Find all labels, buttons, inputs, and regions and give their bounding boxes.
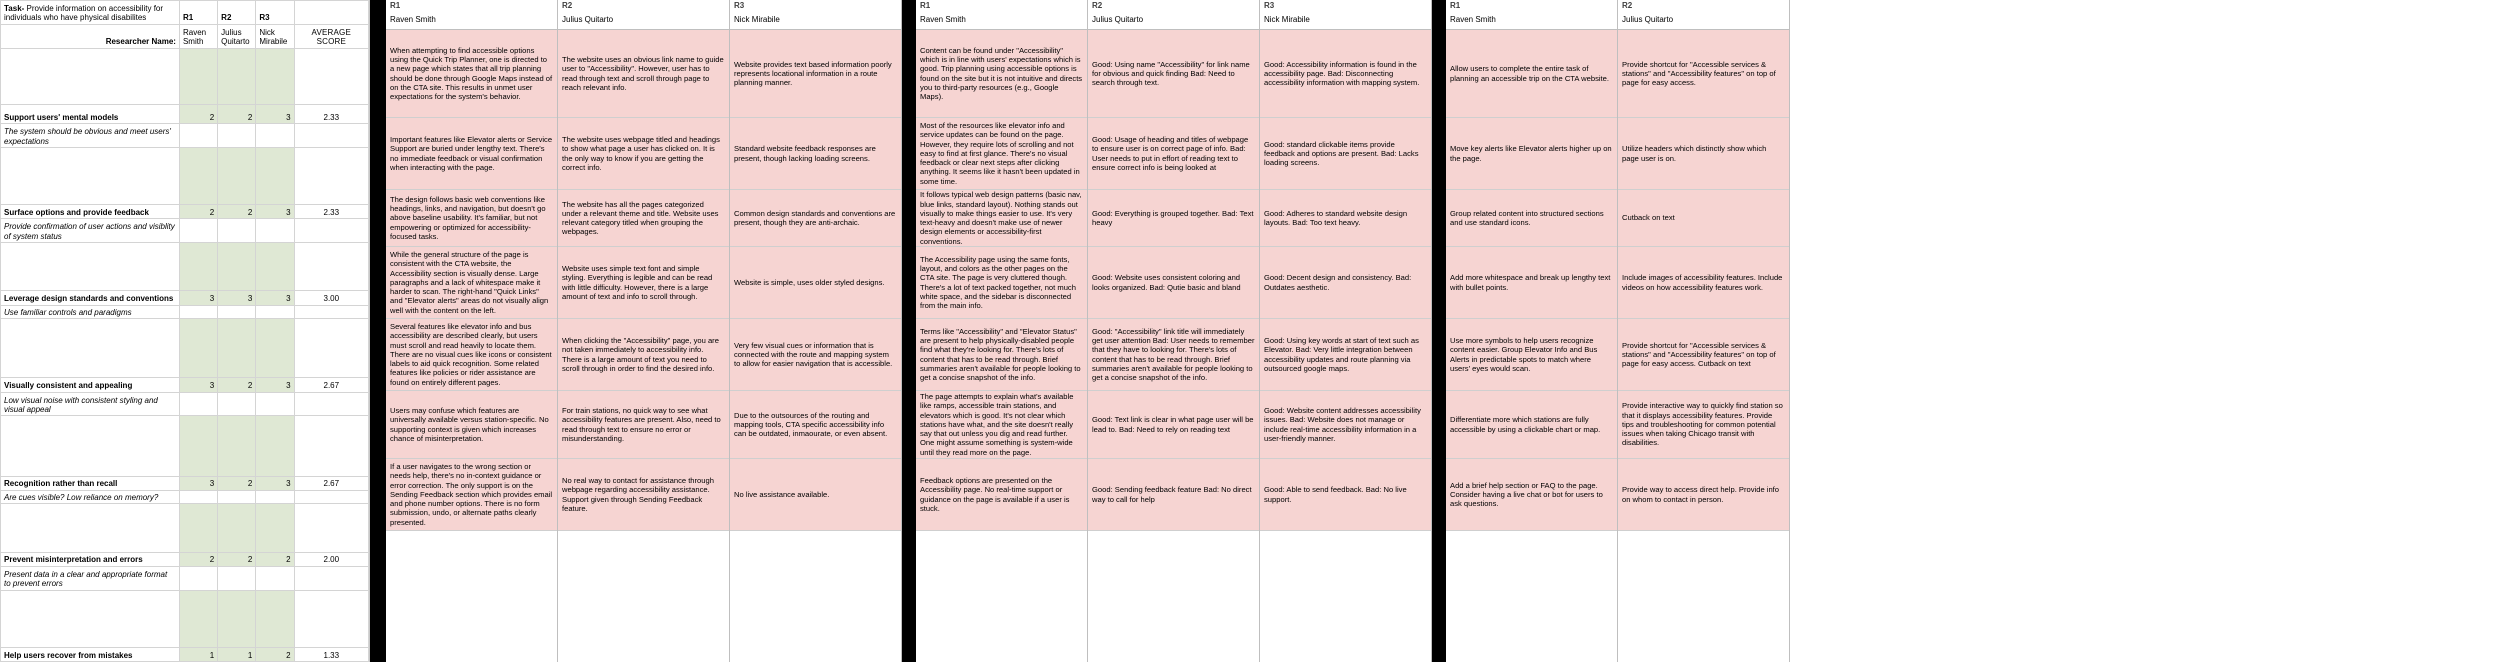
note-cell[interactable]: When attempting to find accessible options using the Quick Trip Planner, one is directed to a new page which states that all trip planning should be done through Google Maps instead of on the CTA site. This results in unmet user expectations for the system's behavior. xyxy=(386,30,557,118)
note-cell[interactable]: The website uses webpage titled and headings to show what page a user has clicked on. It is the only way to know if you are getting the correct info. xyxy=(558,118,729,190)
desc-r2 xyxy=(218,124,256,148)
note-cell[interactable]: Provide interactive way to quickly find station so that it displays accessibility features. Provide tips and troubleshooting for common potential issues when taking Chicago transit with disabilities. xyxy=(1618,391,1789,459)
heuristic-score-row xyxy=(1,291,369,305)
desc-r3 xyxy=(256,124,294,148)
notes-column xyxy=(1260,0,1432,662)
desc-avg xyxy=(294,392,368,416)
score-r2[interactable]: 2 xyxy=(218,205,256,219)
notes-column xyxy=(386,0,558,662)
spacer-label xyxy=(1,416,180,476)
heuristic-description: Provide confirmation of user actions and visiblity of system status xyxy=(1,219,180,243)
heuristic-description: The system should be obvious and meet users' expectations xyxy=(1,124,180,148)
notes-column-rcode: R3 xyxy=(1260,0,1431,14)
spacer-r2 xyxy=(218,590,256,647)
note-cell[interactable]: Website provides text based information poorly represents locational information in a route planning manner. xyxy=(730,30,901,118)
note-cell[interactable]: Good: standard clickable items provide feedback and options are present. Bad: Lacks loading screens. xyxy=(1260,118,1431,190)
notes-group-divider xyxy=(1432,0,1446,662)
note-cell[interactable]: Good: Using key words at start of text such as Elevator. Bad: Very little integration between accessibility updates and route planning via outsourced google maps. xyxy=(1260,319,1431,391)
note-cell[interactable]: Good: Using name "Accessibility" for link name for obvious and quick finding Bad: Need to search through text. xyxy=(1088,30,1259,118)
spacer-r3 xyxy=(256,416,294,476)
heuristic-spacer-row xyxy=(1,243,369,291)
desc-r1 xyxy=(179,490,217,504)
desc-r1 xyxy=(179,219,217,243)
spacer-label xyxy=(1,148,180,205)
notes-column-rcode: R2 xyxy=(1088,0,1259,14)
score-r2[interactable]: 3 xyxy=(218,291,256,305)
heuristic-score-row xyxy=(1,476,369,490)
notes-column xyxy=(730,0,902,662)
heuristic-score-row xyxy=(1,378,369,392)
task-text: Provide information on accessibility for individuals who have physical disabilites xyxy=(4,4,164,23)
score-r3[interactable]: 3 xyxy=(256,291,294,305)
score-r3[interactable]: 3 xyxy=(256,378,294,392)
heuristic-description: Present data in a clear and appropriate format to prevent errors xyxy=(1,566,180,590)
notes-column-researcher: Julius Quitarto xyxy=(1088,14,1259,30)
note-cell[interactable]: Users may confuse which features are universally available versus station-specific. No supporting context is given which increases chance of misinterpretation. xyxy=(386,391,557,459)
average-score: 2.00 xyxy=(294,552,368,566)
researcher-name-row xyxy=(1,24,369,48)
note-cell[interactable]: Website is simple, uses older styled designs. xyxy=(730,247,901,319)
average-score: 2.33 xyxy=(294,205,368,219)
note-cell[interactable]: Due to the outsources of the routing and mapping tools, CTA specific accessibility info can be outdated, inmaourate, or even absent. xyxy=(730,391,901,459)
notes-column-researcher: Julius Quitarto xyxy=(558,14,729,30)
spacer-avg xyxy=(294,590,368,647)
spacer-avg xyxy=(294,319,368,378)
score-r1[interactable]: 2 xyxy=(179,552,217,566)
score-r3[interactable]: 2 xyxy=(256,552,294,566)
heuristic-spacer-row xyxy=(1,48,369,104)
note-cell[interactable]: Good: Website content addresses accessibility issues. Bad: Website does not manage or include real-time accessibility information in a user-friendly manner. xyxy=(1260,391,1431,459)
spacer-r1 xyxy=(179,319,217,378)
desc-r3 xyxy=(256,490,294,504)
desc-avg xyxy=(294,305,368,319)
researcher-1: Raven Smith xyxy=(179,24,217,48)
spacer-r3 xyxy=(256,148,294,205)
note-cell[interactable]: If a user navigates to the wrong section or needs help, there's no in-context guidance or error correction. The only support is on the Sending Feedback section which provides email and phone number options. There is no form submission, undo, or alternate paths clearly presented. xyxy=(386,459,557,531)
note-cell[interactable]: The Accessibility page using the same fonts, layout, and colors as the other pages on the CTA site. The page is very cluttered though. There's a lot of text packed together, not much white space, and the sidebar is disconnected from the main info. xyxy=(916,247,1087,319)
notes-column xyxy=(1618,0,1790,662)
note-cell[interactable]: Provide shortcut for "Accessible services & stations" and "Accessibility features" on top of page for easy access. xyxy=(1618,30,1789,118)
note-cell[interactable]: Most of the resources like elevator info and service updates can be found on the page. However, they require lots of scrolling and not easy to find at first glance. There's no visual feedback or clear next steps after clicking anything. It seems like it hasn't been updated in some time. xyxy=(916,118,1087,190)
note-cell[interactable]: Good: Everything is grouped together. Bad: Text heavy xyxy=(1088,190,1259,247)
heuristic-name: Surface options and provide feedback xyxy=(1,205,180,219)
notes-column-rcode: R2 xyxy=(1618,0,1789,14)
desc-avg xyxy=(294,566,368,590)
score-r1[interactable]: 1 xyxy=(179,647,217,661)
spacer-r1 xyxy=(179,590,217,647)
spacer-label xyxy=(1,590,180,647)
desc-avg xyxy=(294,490,368,504)
note-cell[interactable]: Website uses simple text font and simple styling. Everything is legible and can be read with little difficulty. However, there is a large amount of text and info to scroll through. xyxy=(558,247,729,319)
heuristic-name: Recognition rather than recall xyxy=(1,476,180,490)
spacer-label xyxy=(1,243,180,291)
note-cell[interactable]: Good: Text link is clear in what page user will be lead to. Bad: Need to rely on reading text xyxy=(1088,391,1259,459)
average-score: 2.33 xyxy=(294,104,368,124)
notes-column xyxy=(1446,0,1618,662)
average-score: 2.67 xyxy=(294,378,368,392)
desc-r3 xyxy=(256,392,294,416)
notes-column-researcher: Raven Smith xyxy=(386,14,557,30)
note-cell[interactable]: The website uses an obvious link name to guide user to "Accessibility". However, user has to read through text and scroll through page to reach relevant info. xyxy=(558,30,729,118)
note-cell[interactable]: Provide way to access direct help. Provide info on whom to contact in person. xyxy=(1618,459,1789,531)
spacer-r2 xyxy=(218,148,256,205)
score-r3[interactable]: 3 xyxy=(256,205,294,219)
note-cell[interactable]: Cutback on text xyxy=(1618,190,1789,247)
notes-column-researcher: Raven Smith xyxy=(916,14,1087,30)
spacer-r1 xyxy=(179,48,217,104)
note-cell[interactable]: The page attempts to explain what's available like ramps, accessible train stations, and elevators which is good. It's not clear which stations have what, and the site doesn't really say that out unless you dig and read further. One might assume something is system-wide until they read more on the page. xyxy=(916,391,1087,459)
task-header-row xyxy=(1,1,369,25)
score-r1[interactable]: 2 xyxy=(179,104,217,124)
desc-r2 xyxy=(218,392,256,416)
average-score-header: AVERAGE SCORE xyxy=(294,24,368,48)
heuristic-name: Support users' mental models xyxy=(1,104,180,124)
heuristic-spacer-row xyxy=(1,148,369,205)
note-cell[interactable]: While the general structure of the page is consistent with the CTA website, the Accessibility section is visually dense. Large paragraphs and a lack of whitespace make it harder to scan. The right-hand "Quick Links" and "Elevator alerts" areas do not visually align well with the content on the left. xyxy=(386,247,557,319)
task-title xyxy=(1,1,180,25)
note-cell[interactable]: Very few visual cues or information that is connected with the route and mapping system to allow for easier navigation that is accessible. xyxy=(730,319,901,391)
score-r1[interactable]: 3 xyxy=(179,476,217,490)
spacer-avg xyxy=(294,243,368,291)
note-cell[interactable]: Content can be found under "Accessibility" which is in line with users' expectations which is good. Trip planning using accessible options is found on the site but it is not intuitive and directs you to third-party resources (e.g., Google Maps). xyxy=(916,30,1087,118)
note-cell[interactable]: Move key alerts like Elevator alerts higher up on the page. xyxy=(1446,118,1617,190)
score-r1[interactable]: 3 xyxy=(179,378,217,392)
notes-column-rcode: R1 xyxy=(386,0,557,14)
spacer-r3 xyxy=(256,590,294,647)
spacer-r3 xyxy=(256,504,294,552)
note-cell[interactable]: Terms like "Accessibility" and "Elevator Status" are present to help physically-disabled people find what they're looking for. There's lots of content that has to be read through. Brief summaries aren't available for people looking to get a concise snapshot of the info. xyxy=(916,319,1087,391)
notes-area xyxy=(386,0,2500,662)
heuristic-score-row xyxy=(1,647,369,661)
notes-column-researcher: Julius Quitarto xyxy=(1618,14,1789,30)
heuristic-description-row xyxy=(1,219,369,243)
notes-group xyxy=(916,0,1432,662)
note-cell[interactable]: Good: Able to send feedback. Bad: No live support. xyxy=(1260,459,1431,531)
panel-divider xyxy=(370,0,386,662)
notes-column-rcode: R2 xyxy=(558,0,729,14)
note-cell[interactable]: Several features like elevator info and bus accessibility are described clearly, but users must scroll and read heavily to locate them. There are no visual cues like icons or consistent labels to aid quick recognition. Some related features like policies or rider assistance are found on entirely different pages. xyxy=(386,319,557,391)
heuristic-description-row xyxy=(1,566,369,590)
heuristic-description: Use familiar controls and paradigms xyxy=(1,305,180,319)
heuristic-spacer-row xyxy=(1,590,369,647)
note-cell[interactable]: Group related content into structured sections and use standard icons. xyxy=(1446,190,1617,247)
heuristic-spacer-row xyxy=(1,319,369,378)
score-r2[interactable]: 2 xyxy=(218,552,256,566)
desc-r3 xyxy=(256,566,294,590)
note-cell[interactable]: Include images of accessibility features. Include videos on how accessibility features work. xyxy=(1618,247,1789,319)
spacer-r3 xyxy=(256,48,294,104)
spacer-r3 xyxy=(256,243,294,291)
notes-column-rcode: R3 xyxy=(730,0,901,14)
task-prefix: Task- xyxy=(4,4,25,14)
scoring-table xyxy=(0,0,369,662)
spacer-r2 xyxy=(218,504,256,552)
header-r3: R3 xyxy=(256,1,294,25)
desc-r2 xyxy=(218,305,256,319)
note-cell[interactable]: Good: Adheres to standard website design layouts. Bad: Too text heavy. xyxy=(1260,190,1431,247)
spacer-r1 xyxy=(179,416,217,476)
heuristic-description: Are cues visible? Low reliance on memory? xyxy=(1,490,180,504)
heuristic-description-row xyxy=(1,490,369,504)
note-cell[interactable]: Add a brief help section or FAQ to the page. Consider having a live chat or bot for users to ask questions. xyxy=(1446,459,1617,531)
researcher-name-label: Researcher Name: xyxy=(1,24,180,48)
note-cell[interactable]: Good: Website uses consistent coloring and looks organized. Bad: Qutie basic and bland xyxy=(1088,247,1259,319)
spacer-label xyxy=(1,319,180,378)
score-r1[interactable]: 3 xyxy=(179,291,217,305)
heuristic-score-row xyxy=(1,104,369,124)
notes-column-researcher: Nick Mirabile xyxy=(730,14,901,30)
note-cell[interactable]: Add more whitespace and break up lengthy text with bullet points. xyxy=(1446,247,1617,319)
desc-r1 xyxy=(179,392,217,416)
notes-column-rcode: R1 xyxy=(1446,0,1617,14)
heuristic-description: Low visual noise with consistent styling and visual appeal xyxy=(1,392,180,416)
spacer-avg xyxy=(294,416,368,476)
notes-column xyxy=(1088,0,1260,662)
spacer-r2 xyxy=(218,319,256,378)
desc-avg xyxy=(294,219,368,243)
note-cell[interactable]: No real way to contact for assistance through webpage regarding accessibility assistance. Support given through Sending Feedback feature. xyxy=(558,459,729,531)
score-r1[interactable]: 2 xyxy=(179,205,217,219)
heuristic-name: Leverage design standards and conventions xyxy=(1,291,180,305)
desc-r1 xyxy=(179,124,217,148)
note-cell[interactable]: The design follows basic web conventions like headings, links, and navigation, but doesn't go above baseline usability. It's familiar, but not empowering or optimized for accessibility-focused tasks. xyxy=(386,190,557,247)
desc-r3 xyxy=(256,305,294,319)
note-cell[interactable]: Differentiate more which stations are fully accessible by using a clickable chart or map. xyxy=(1446,391,1617,459)
note-cell[interactable]: Use more symbols to help users recognize content easier. Group Elevator Info and Bus Alerts in predictable spots to match where users' eyes would scan. xyxy=(1446,319,1617,391)
header-r2: R2 xyxy=(218,1,256,25)
score-r2[interactable]: 2 xyxy=(218,476,256,490)
spacer-r2 xyxy=(218,48,256,104)
heuristic-spacer-row xyxy=(1,504,369,552)
note-cell[interactable]: When clicking the "Accessibility" page, you are not taken immediately to accessibility info. There is a large amount of text you need to scroll through in order to find the desired info. xyxy=(558,319,729,391)
desc-r1 xyxy=(179,305,217,319)
notes-group xyxy=(1446,0,1790,662)
note-cell[interactable]: The website has all the pages categorized under a relevant theme and title. Website uses relevant category titled when grouping the webpages. xyxy=(558,190,729,247)
notes-column xyxy=(558,0,730,662)
notes-group-divider xyxy=(902,0,916,662)
score-r3[interactable]: 2 xyxy=(256,647,294,661)
note-cell[interactable]: Good: Sending feedback feature Bad: No direct way to call for help xyxy=(1088,459,1259,531)
desc-avg xyxy=(294,124,368,148)
desc-r2 xyxy=(218,566,256,590)
score-r2[interactable]: 2 xyxy=(218,104,256,124)
note-cell[interactable]: Utilize headers which distinctly show which page user is on. xyxy=(1618,118,1789,190)
heuristic-score-row xyxy=(1,205,369,219)
score-r3[interactable]: 3 xyxy=(256,476,294,490)
heuristic-description-row xyxy=(1,305,369,319)
spacer-r1 xyxy=(179,504,217,552)
heuristic-name: Help users recover from mistakes xyxy=(1,647,180,661)
notes-column xyxy=(916,0,1088,662)
note-cell[interactable]: Good: "Accessibility" link title will immediately get user attention Bad: User needs to remember that they have to looking for. There's lots of content that has to be read through. Brief summaries aren't available for people looking to get a concise snapshot of the info. xyxy=(1088,319,1259,391)
spacer-r1 xyxy=(179,243,217,291)
researcher-2: Julius Quitarto xyxy=(218,24,256,48)
notes-column-researcher: Raven Smith xyxy=(1446,14,1617,30)
desc-r1 xyxy=(179,566,217,590)
notes-column-rcode: R1 xyxy=(916,0,1087,14)
note-cell[interactable]: Good: Decent design and consistency. Bad: Outdates aesthetic. xyxy=(1260,247,1431,319)
header-avg-blank xyxy=(294,1,368,25)
score-r2[interactable]: 1 xyxy=(218,647,256,661)
note-cell[interactable]: No live assistance available. xyxy=(730,459,901,531)
heuristic-name: Visually consistent and appealing xyxy=(1,378,180,392)
desc-r2 xyxy=(218,219,256,243)
researcher-3: Nick Mirabile xyxy=(256,24,294,48)
heuristic-score-row xyxy=(1,552,369,566)
note-cell[interactable]: Allow users to complete the entire task of planning an accessible trip on the CTA website. xyxy=(1446,30,1617,118)
note-cell[interactable]: Good: Usage of heading and titles of webpage to ensure user is on correct page of info. Bad: User needs to put in effort of reading text to ensure correct info is being looked at xyxy=(1088,118,1259,190)
heuristic-name: Prevent misinterpretation and errors xyxy=(1,552,180,566)
heuristic-spacer-row xyxy=(1,416,369,476)
notes-column-researcher: Nick Mirabile xyxy=(1260,14,1431,30)
scoring-panel xyxy=(0,0,370,662)
desc-r3 xyxy=(256,219,294,243)
spacer-avg xyxy=(294,504,368,552)
note-cell[interactable]: Common design standards and conventions are present, though they are anti-archaic. xyxy=(730,190,901,247)
average-score: 2.67 xyxy=(294,476,368,490)
score-r2[interactable]: 2 xyxy=(218,378,256,392)
spacer-r2 xyxy=(218,243,256,291)
score-r3[interactable]: 3 xyxy=(256,104,294,124)
spacer-r1 xyxy=(179,148,217,205)
heuristic-description-row xyxy=(1,392,369,416)
desc-r2 xyxy=(218,490,256,504)
note-cell[interactable]: Provide shortcut for "Accessible services & stations" and "Accessibility features" on top of page for easy access. Cutback on text xyxy=(1618,319,1789,391)
note-cell[interactable]: Good: Accessibility information is found in the accessibility page. Bad: Disconnecting accessibility information with mapping system. xyxy=(1260,30,1431,118)
spacer-r3 xyxy=(256,319,294,378)
spacer-avg xyxy=(294,48,368,104)
average-score: 3.00 xyxy=(294,291,368,305)
note-cell[interactable]: It follows typical web design patterns (basic nav, blue links, standard layout). Nothing stands out visually to make things easier to use. It's very text-heavy and doesn't make use of newer design elements or accessibility-first conventions. xyxy=(916,190,1087,247)
spacer-label xyxy=(1,48,180,104)
notes-group xyxy=(386,0,902,662)
spacer-label xyxy=(1,504,180,552)
note-cell[interactable]: Standard website feedback responses are present, though lacking loading screens. xyxy=(730,118,901,190)
note-cell[interactable]: Important features like Elevator alerts or Service Support are buried under lengthy text. There's no immediate feedback or visual confirmation when interacting with the page. xyxy=(386,118,557,190)
average-score: 1.33 xyxy=(294,647,368,661)
note-cell[interactable]: For train stations, no quick way to see what accessibility features are present. Also, need to read through text to ensure no error or misunderstanding. xyxy=(558,391,729,459)
heuristic-description-row xyxy=(1,124,369,148)
spacer-avg xyxy=(294,148,368,205)
spacer-r2 xyxy=(218,416,256,476)
note-cell[interactable]: Feedback options are presented on the Accessibility page. No real-time support or guidance on the page is available if a user is stuck. xyxy=(916,459,1087,531)
header-r1: R1 xyxy=(179,1,217,25)
